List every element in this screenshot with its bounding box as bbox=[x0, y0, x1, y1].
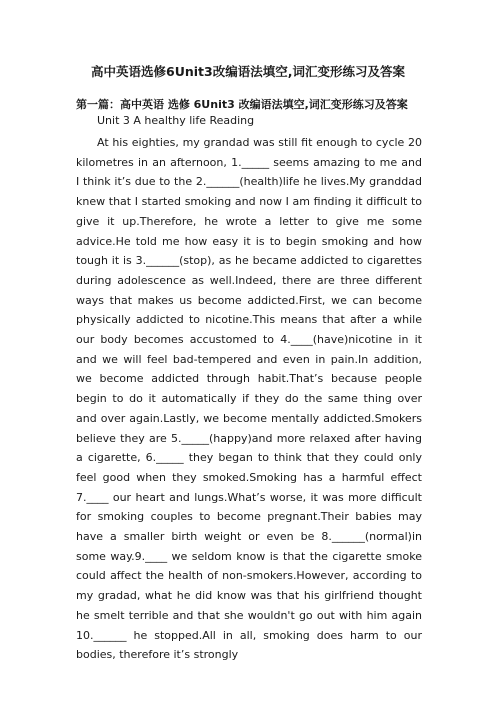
unit-subtitle: Unit 3 A healthy life Reading bbox=[97, 114, 255, 127]
document-title: 高中英语选修6Unit3改编语法填空,词汇变形练习及答案 bbox=[91, 64, 405, 79]
section-heading: 第一篇：高中英语 选修 6Unit3 改编语法填空,词汇变形练习及答案 bbox=[76, 98, 408, 111]
passage-paragraph: At his eighties, my grandad was still fit enough to cycle 20 kilometres in an afternoon, 1._____ seems amazing to me and I think it’s due to the 2.______(health)life he lives.My granddad knew that I started smoking and now I am finding it difficult to give it up.Therefore, he wrote a letter to give me some advice.He told me how easy it is to begin smoking and how tough it is 3.______(stop), as he became addicted to cigarettes during adolescence as well.Indeed, there are three different ways that makes us become addicted.First, we can become physically addicted to nicotine.This means that after a while our body becomes accustomed to 4.____(have)nicotine in it and we will feel bad-tempered and even in pain.In addition, we become addicted through habit.That’s because people begin to do it automatically if they do the same thing over and over again.Lastly, we become mentally addicted.Smokers believe they are 5._____(happy)and more relaxed after having a cigarette, 6._____ they began to think that they could only feel good when they smoked.Smoking has a harmful effect 7.____ our heart and lungs.What’s worse, it was more difficult for smoking couples to become pregnant.Their babies may have a smaller birth weight or even be 8.______(normal)in some way.9.____ we seldom know is that the cigarette smoke could affect the health of non-smokers.However, according to my gradad, what he did know was that his girlfriend thought he smelt terrible and that she wouldn't go out with him again 10.______ he stopped.All in all, smoking does harm to our bodies, therefore it’s strongly bbox=[76, 136, 422, 662]
